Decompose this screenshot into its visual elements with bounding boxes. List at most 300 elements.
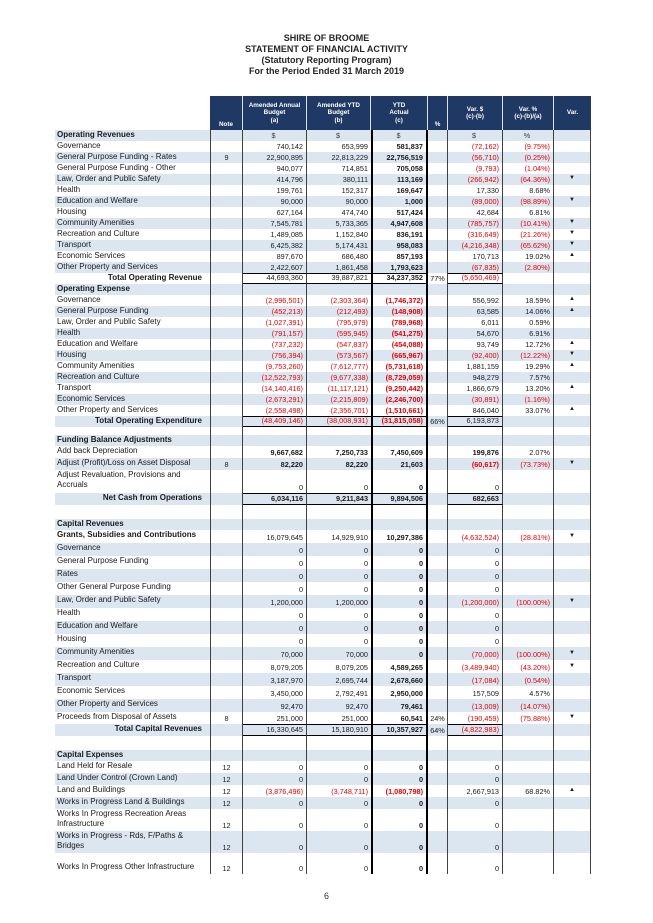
table-row (55, 634, 591, 647)
ytd-actual-cell: 517,424 (371, 207, 428, 218)
column-header-a: Amended Annual Budget (a) (243, 96, 307, 130)
amended-annual-budget-cell: 90,000 (243, 196, 307, 207)
amended-ytd-budget-cell: 152,317 (341, 186, 368, 195)
table-row (55, 673, 591, 686)
variance-down-icon: ▼ (554, 660, 591, 673)
table-row (55, 317, 591, 328)
row-label: Education and Welfare (57, 196, 138, 205)
variance-dollar-cell: (13,009) (448, 699, 503, 712)
amended-ytd-budget-cell: 0 (363, 637, 368, 646)
percent-cell (428, 785, 448, 797)
amended-ytd-budget-cell: 380,111 (342, 175, 368, 184)
ytd-actual-cell: 0 (371, 831, 428, 853)
variance-dollar-cell: 846,040 (448, 405, 503, 416)
amended-ytd-budget-cell: (38,008,931) (307, 416, 371, 427)
variance-percent-cell (503, 569, 554, 582)
row-label: Other Property and Services (57, 405, 158, 414)
amended-annual-budget-cell: 414,796 (243, 174, 307, 185)
variance-percent-cell: (75.88%) (503, 712, 554, 724)
amended-ytd-budget-cell: (595,945) (336, 329, 368, 338)
variance-percent-cell: 6.91% (503, 328, 554, 339)
variance-indicator-cell (554, 724, 591, 736)
row-label: Adjust Revaluation, Provisions and Accruals (57, 470, 181, 489)
amended-annual-budget-cell: 1,489,085 (243, 229, 307, 240)
amended-ytd-budget-cell (307, 284, 371, 295)
variance-down-icon: ▼ (554, 458, 591, 470)
amended-annual-budget-cell: 2,422,607 (243, 262, 307, 273)
row-label: Land and Buildings (57, 785, 126, 794)
amended-ytd-budget-cell: 0 (363, 559, 368, 568)
variance-percent-cell (503, 809, 554, 831)
row-label: Capital Revenues (57, 519, 124, 528)
row-label: Law, Order and Public Safety (57, 595, 161, 604)
variance-dollar-cell: 42,684 (448, 207, 503, 218)
amended-annual-budget-cell: 82,220 (243, 458, 307, 470)
note-cell (210, 505, 243, 519)
amended-annual-budget-cell: 0 (243, 634, 307, 647)
variance-dollar-cell: 0 (448, 773, 503, 785)
variance-dollar-cell: (190,459) (448, 712, 503, 724)
note-cell (210, 660, 243, 673)
table-row (55, 383, 591, 394)
percent-cell (428, 350, 448, 361)
variance-down-icon: ▼ (554, 595, 591, 608)
variance-percent-cell (503, 724, 554, 736)
variance-percent-cell (503, 493, 554, 505)
variance-indicator-cell (554, 273, 591, 284)
amended-annual-budget-cell: 0 (243, 569, 307, 582)
ytd-actual-cell: 60,541 (371, 712, 428, 724)
row-label: Community Amenities (57, 218, 135, 227)
row-label: Education and Welfare (57, 621, 138, 630)
total-row (55, 416, 591, 427)
ytd-actual-cell: 10,357,927 (371, 724, 428, 736)
table-row (55, 797, 591, 809)
percent-cell (428, 152, 448, 163)
ytd-actual-cell (371, 435, 428, 446)
row-label: General Purpose Funding (57, 306, 149, 315)
column-header-vp: Var. % (c)-(b)/(a) (503, 96, 554, 130)
amended-ytd-budget-cell: (3,748,711) (331, 787, 368, 796)
amended-ytd-budget-cell: 0 (363, 572, 368, 581)
row-label: Transport (57, 673, 91, 682)
row-label: Rates (57, 569, 78, 578)
ytd-actual-cell: 705,058 (371, 163, 428, 174)
variance-dollar-cell: (4,216,348) (448, 240, 503, 251)
note-cell (210, 130, 243, 141)
variance-dollar-cell: (56,710) (448, 152, 503, 163)
table-row (55, 712, 591, 724)
amended-annual-budget-cell: 6,034,116 (243, 493, 307, 505)
variance-indicator-cell (554, 556, 591, 569)
note-cell (210, 686, 243, 699)
amended-ytd-budget-cell: 251,000 (341, 714, 368, 723)
amended-annual-budget-cell: 0 (243, 582, 307, 595)
row-label: Works In Progress Recreation Areas Infrastructure (57, 809, 187, 828)
variance-dollar-cell: 0 (448, 809, 503, 831)
table-row (55, 328, 591, 339)
variance-dollar-cell (448, 427, 503, 435)
variance-percent-cell: 8.68% (503, 185, 554, 196)
amended-ytd-budget-cell: 0 (363, 799, 368, 808)
note-cell (210, 317, 243, 328)
table-row (55, 141, 591, 152)
percent-cell (428, 229, 448, 240)
table-row (55, 262, 591, 273)
amended-annual-budget-cell: (756,394) (243, 350, 307, 361)
variance-indicator-cell (554, 608, 591, 621)
note-cell (210, 673, 243, 686)
ytd-actual-cell: 2,950,000 (371, 686, 428, 699)
variance-dollar-cell: (67,835) (448, 262, 503, 273)
total-row (55, 724, 591, 736)
amended-ytd-budget-cell: 70,000 (345, 650, 368, 659)
ytd-actual-cell: 836,191 (371, 229, 428, 240)
ytd-actual-cell: 0 (371, 621, 428, 634)
table-row (55, 185, 591, 196)
percent-cell (428, 797, 448, 809)
row-label (55, 427, 210, 435)
column-header-b: Amended YTD Budget (b) (307, 96, 371, 130)
table-row (55, 196, 591, 207)
table-row (55, 647, 591, 660)
row-label: Community Amenities (57, 647, 135, 656)
row-label: Proceeds from Disposal of Assets (57, 712, 177, 721)
percent-cell (428, 361, 448, 372)
variance-percent-cell: (43.20%) (503, 660, 554, 673)
ytd-actual-cell: 0 (371, 809, 428, 831)
amended-ytd-budget-cell (307, 853, 371, 862)
variance-percent-cell: (10.41%) (503, 218, 554, 229)
amended-ytd-budget-cell: 1,200,000 (335, 598, 368, 607)
note-cell (210, 621, 243, 634)
ytd-actual-cell: $ (371, 130, 428, 141)
amended-annual-budget-cell: 22,900,895 (243, 152, 307, 163)
note-cell (210, 251, 243, 262)
row-label: Other Property and Services (57, 262, 158, 271)
ytd-actual-cell: 0 (371, 543, 428, 556)
variance-percent-cell: (100.00%) (503, 647, 554, 660)
row-label: Other General Purpose Funding (57, 582, 171, 591)
variance-indicator-cell (554, 152, 591, 163)
variance-percent-cell: % (503, 130, 554, 141)
row-label: Health (57, 185, 81, 194)
amended-annual-budget-cell: 940,077 (243, 163, 307, 174)
variance-indicator-cell (554, 328, 591, 339)
variance-down-icon: ▼ (554, 712, 591, 724)
section-header-row (55, 750, 591, 761)
variance-indicator-cell (554, 163, 591, 174)
ytd-actual-cell: (1,746,372) (371, 295, 428, 306)
variance-down-icon: ▼ (554, 218, 591, 229)
amended-ytd-budget-cell: 2,792,491 (335, 689, 368, 698)
percent-cell (428, 761, 448, 773)
table-row (55, 699, 591, 712)
row-label: Health (57, 328, 81, 337)
row-label: Housing (57, 634, 87, 643)
variance-down-icon: ▼ (554, 196, 591, 207)
ytd-actual-cell: 9,894,506 (371, 493, 428, 505)
variance-down-icon: ▼ (554, 647, 591, 660)
row-label: Law, Order and Public Safety (57, 174, 161, 183)
percent-cell (428, 251, 448, 262)
variance-down-icon: ▼ (554, 174, 591, 185)
note-cell (210, 853, 243, 862)
percent-cell (428, 284, 448, 295)
variance-percent-cell: (98.89%) (503, 196, 554, 207)
table-row (55, 761, 591, 773)
variance-dollar-cell: 54,670 (448, 328, 503, 339)
variance-percent-cell: 18.59% (503, 295, 554, 306)
variance-dollar-cell: 170,713 (448, 251, 503, 262)
table-row (55, 530, 591, 543)
variance-dollar-cell: (266,942) (448, 174, 503, 185)
ytd-actual-cell: 4,947,608 (371, 218, 428, 229)
percent-cell (428, 773, 448, 785)
row-label: Land Under Control (Crown Land) (57, 773, 178, 782)
ytd-actual-cell (371, 519, 428, 530)
row-label: Total Operating Revenue (107, 273, 202, 282)
note-cell: 12 (210, 831, 243, 853)
variance-indicator-cell (554, 736, 591, 750)
variance-dollar-cell: 682,663 (448, 493, 503, 505)
percent-cell (428, 394, 448, 405)
amended-ytd-budget-cell: 2,695,744 (335, 676, 368, 685)
note-cell (210, 750, 243, 761)
table-row (55, 608, 591, 621)
variance-percent-cell: (64.36%) (503, 174, 554, 185)
variance-dollar-cell: 948,279 (448, 372, 503, 383)
amended-annual-budget-cell: (2,673,291) (243, 394, 307, 405)
variance-indicator-cell (554, 446, 591, 458)
ytd-actual-cell: 0 (371, 773, 428, 785)
table-row (55, 773, 591, 785)
variance-percent-cell (503, 582, 554, 595)
note-cell (210, 446, 243, 458)
amended-annual-budget-cell: (14,140,416) (243, 383, 307, 394)
note-cell (210, 328, 243, 339)
row-label: Economic Services (57, 394, 126, 403)
note-cell: 8 (210, 712, 243, 724)
variance-percent-cell (503, 853, 554, 862)
variance-percent-cell (503, 427, 554, 435)
variance-indicator-cell (554, 372, 591, 383)
table-row (55, 174, 591, 185)
report-period: For the Period Ended 31 March 2019 (248, 66, 405, 76)
percent-cell (428, 130, 448, 141)
table-row (55, 306, 591, 317)
row-label: Community Amenities (57, 361, 135, 370)
ytd-actual-cell: 0 (371, 569, 428, 582)
ytd-actual-cell: 79,461 (371, 699, 428, 712)
table-row (55, 207, 591, 218)
amended-annual-budget-cell: 3,187,970 (243, 673, 307, 686)
ytd-actual-cell: (31,815,058) (371, 416, 428, 427)
ytd-actual-cell: 0 (371, 761, 428, 773)
table-row (55, 446, 591, 458)
variance-dollar-cell: (17,084) (448, 673, 503, 686)
ytd-actual-cell: 34,237,352 (371, 273, 428, 284)
note-cell: 12 (210, 809, 243, 831)
section-header-row (55, 435, 591, 446)
variance-down-icon: ▼ (554, 240, 591, 251)
row-label: Recreation and Culture (57, 372, 140, 381)
variance-percent-cell: (12.22%) (503, 350, 554, 361)
variance-percent-cell: 7.57% (503, 372, 554, 383)
note-cell: 12 (210, 761, 243, 773)
variance-percent-cell: 19.29% (503, 361, 554, 372)
amended-annual-budget-cell: 0 (243, 862, 307, 874)
variance-down-icon: ▼ (554, 229, 591, 240)
variance-dollar-cell: (72,162) (448, 141, 503, 152)
table-row (55, 809, 591, 831)
variance-indicator-cell (554, 686, 591, 699)
variance-indicator-cell (554, 569, 591, 582)
row-label: Total Capital Revenues (114, 724, 202, 733)
row-label: Governance (57, 295, 101, 304)
note-cell (210, 339, 243, 350)
percent-cell (428, 750, 448, 761)
ytd-actual-cell: 4,589,265 (371, 660, 428, 673)
row-label: Net Cash from Operations (102, 493, 202, 502)
percent-cell (428, 306, 448, 317)
note-cell (210, 647, 243, 660)
variance-dollar-cell: (9,793) (448, 163, 503, 174)
amended-ytd-budget-cell: $ (335, 131, 341, 140)
table-body (55, 130, 591, 874)
variance-up-icon: ▲ (554, 405, 591, 416)
amended-ytd-budget-cell: (2,303,364) (330, 296, 368, 305)
variance-up-icon: ▲ (554, 251, 591, 262)
table-row (55, 394, 591, 405)
row-label: General Purpose Funding - Other (57, 163, 176, 172)
ytd-actual-cell: (9,250,442) (371, 383, 428, 394)
amended-annual-budget-cell: 627,164 (243, 207, 307, 218)
percent-cell (428, 339, 448, 350)
variance-percent-cell (503, 862, 554, 874)
variance-dollar-cell: (316,649) (448, 229, 503, 240)
variance-dollar-cell (448, 435, 503, 446)
percent-cell (428, 831, 448, 853)
percent-cell (428, 295, 448, 306)
percent-cell (428, 853, 448, 862)
row-label: Land Held for Resale (57, 761, 133, 770)
ytd-actual-cell (371, 750, 428, 761)
ytd-actual-cell: 2,678,660 (371, 673, 428, 686)
ytd-actual-cell (371, 736, 428, 750)
note-cell (210, 699, 243, 712)
variance-indicator-cell (554, 207, 591, 218)
note-cell (210, 163, 243, 174)
amended-annual-budget-cell: (2,558,498) (243, 405, 307, 416)
percent-cell: 77% (428, 273, 448, 284)
variance-dollar-cell: 0 (448, 831, 503, 853)
variance-dollar-cell: 199,876 (448, 446, 503, 458)
variance-percent-cell (503, 435, 554, 446)
ytd-actual-cell: 958,083 (371, 240, 428, 251)
percent-cell (428, 505, 448, 519)
amended-annual-budget-cell: (1,027,391) (243, 317, 307, 328)
variance-indicator-cell (554, 699, 591, 712)
amended-ytd-budget-cell: 1,861,458 (335, 263, 368, 272)
note-cell (210, 556, 243, 569)
note-cell: 12 (210, 862, 243, 874)
ytd-actual-cell: 22,756,519 (371, 152, 428, 163)
amended-ytd-budget-cell (307, 435, 371, 446)
percent-cell (428, 569, 448, 582)
amended-ytd-budget-cell: 653,999 (341, 142, 368, 151)
table-row (55, 621, 591, 634)
amended-annual-budget-cell: 8,079,205 (243, 660, 307, 673)
percent-cell (428, 218, 448, 229)
variance-dollar-cell: 157,509 (448, 686, 503, 699)
percent-cell (428, 634, 448, 647)
spacer-row (55, 427, 591, 435)
note-cell (210, 569, 243, 582)
variance-indicator-cell (554, 773, 591, 785)
variance-percent-cell: (2.80%) (503, 262, 554, 273)
amended-ytd-budget-cell: (2,356,701) (330, 406, 368, 415)
variance-indicator-cell (554, 862, 591, 874)
amended-ytd-budget-cell: 8,079,205 (335, 663, 368, 672)
variance-dollar-cell (448, 750, 503, 761)
variance-dollar-cell: 6,193,873 (448, 416, 503, 427)
variance-indicator-cell (554, 427, 591, 435)
note-cell (210, 724, 243, 736)
ytd-actual-cell (371, 505, 428, 519)
spacer-row (55, 853, 591, 862)
report-subtitle: (Statutory Reporting Program) (261, 55, 392, 65)
variance-indicator-cell (554, 394, 591, 405)
variance-up-icon: ▲ (554, 361, 591, 372)
variance-dollar-cell: 0 (448, 470, 503, 493)
percent-cell (428, 262, 448, 273)
ytd-actual-cell: 7,450,609 (371, 446, 428, 458)
variance-percent-cell: 68.82% (503, 785, 554, 797)
variance-percent-cell (503, 470, 554, 493)
note-cell (210, 141, 243, 152)
amended-annual-budget-cell: 251,000 (243, 712, 307, 724)
amended-annual-budget-cell: (737,232) (243, 339, 307, 350)
total-row (55, 493, 591, 505)
variance-dollar-cell: 1,881,159 (448, 361, 503, 372)
variance-percent-cell: (9.75%) (503, 141, 554, 152)
variance-indicator-cell (554, 809, 591, 831)
amended-annual-budget-cell: 0 (243, 773, 307, 785)
amended-annual-budget-cell: $ (243, 130, 307, 141)
note-cell (210, 416, 243, 427)
amended-ytd-budget-cell: 5,733,365 (335, 219, 368, 228)
amended-annual-budget-cell: 0 (243, 831, 307, 853)
table-row (55, 240, 591, 251)
table-row (55, 372, 591, 383)
note-cell (210, 262, 243, 273)
amended-ytd-budget-cell: 0 (363, 611, 368, 620)
variance-percent-cell: (65.62%) (503, 240, 554, 251)
variance-dollar-cell: 0 (448, 582, 503, 595)
column-header-vd: Var. $ (c)-(b) (448, 96, 503, 130)
amended-annual-budget-cell: 3,450,000 (243, 686, 307, 699)
variance-percent-cell (503, 416, 554, 427)
percent-cell (428, 608, 448, 621)
variance-percent-cell (503, 831, 554, 853)
percent-cell (428, 862, 448, 874)
percent-cell (428, 163, 448, 174)
amended-ytd-budget-cell: (547,837) (336, 340, 368, 349)
percent-cell (428, 470, 448, 493)
variance-dollar-cell: 0 (448, 797, 503, 809)
amended-annual-budget-cell: 7,545,781 (243, 218, 307, 229)
